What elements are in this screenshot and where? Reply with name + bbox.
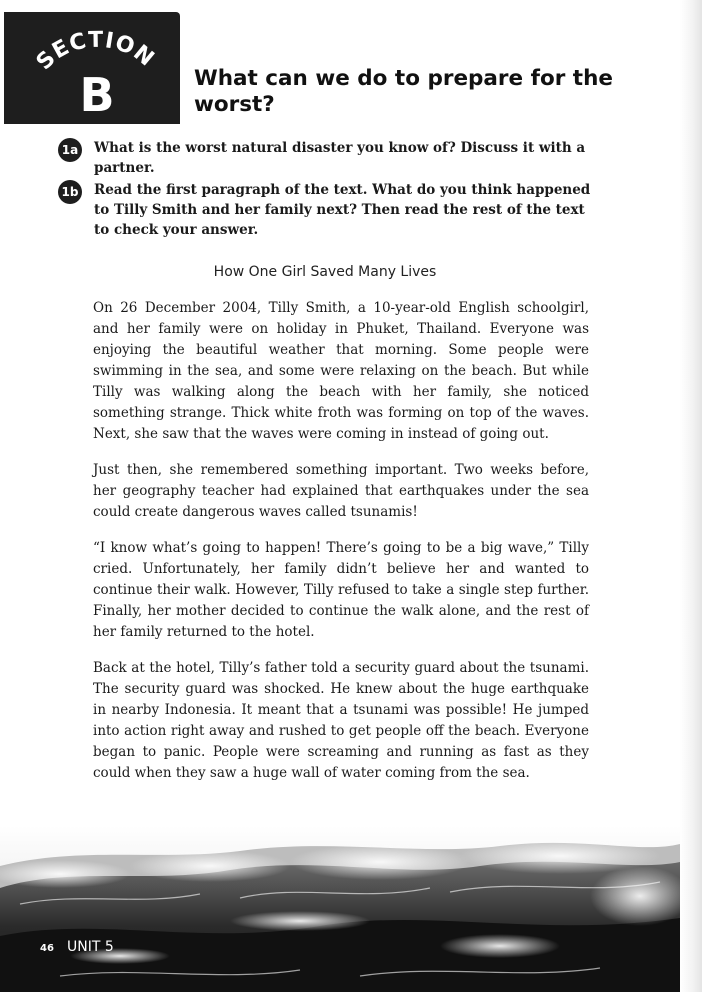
task-1a <box>58 138 598 178</box>
section-letter: B <box>79 68 115 122</box>
paragraph: “I know what’s going to happen! There’s going to be a big wave,” Tilly cried. Unfortunately, her family didn’t believe her and wanted to continue their walk. However, Tilly refused to take a single step further. Finally, her mother decided to continue the walk alone, and the rest of her family returned to the hotel. <box>93 540 589 640</box>
task-instruction: Read the first paragraph of the text. What do you think happened to Tilly Smith and her family next? Then read the rest of the text to check your answer. <box>94 182 591 238</box>
page-footer <box>40 936 114 955</box>
unit-label: UNIT 5 <box>67 939 114 955</box>
task-instruction: What is the worst natural disaster you know of? Discuss it with a partner. <box>94 140 586 176</box>
section-word: SECTION <box>31 27 160 76</box>
wave-photo <box>0 826 680 992</box>
page-number: 46 <box>40 943 54 954</box>
task-1b <box>58 180 598 240</box>
reading-title: How One Girl Saved Many Lives <box>213 264 437 280</box>
reading-text <box>93 298 589 799</box>
paragraph: On 26 December 2004, Tilly Smith, a 10-year-old English schoolgirl, and her family were on holiday in Phuket, Thailand. Everyone was enjoying the beautiful weather that morning. Some people were swimming in the sea, and some were relaxing on the beach. But while Tilly was walking along the beach with her family, she noticed something strange. Thick white froth was forming on top of the waves. Next, she saw that the waves were coming in instead of going out. <box>93 300 589 442</box>
paragraph: Back at the hotel, Tilly’s father told a security guard about the tsunami. The security guard was shocked. He knew about the huge earthquake in nearby Indonesia. It meant that a tsunami was possible! He jumped into action right away and rushed to get people off the beach. Everyone began to panic. People were screaming and running as fast as they could when they saw a huge wall of water coming from the sea. <box>93 660 589 781</box>
page-edge <box>680 0 702 992</box>
section-badge <box>4 12 180 124</box>
paragraph: Just then, she remembered something important. Two weeks before, her geography teacher had explained that earthquakes under the sea could create dangerous waves called tsunamis! <box>93 462 589 520</box>
task-number: 1a <box>58 138 82 162</box>
page-title: What can we do to prepare for the worst? <box>194 66 613 117</box>
task-number: 1b <box>58 180 82 204</box>
